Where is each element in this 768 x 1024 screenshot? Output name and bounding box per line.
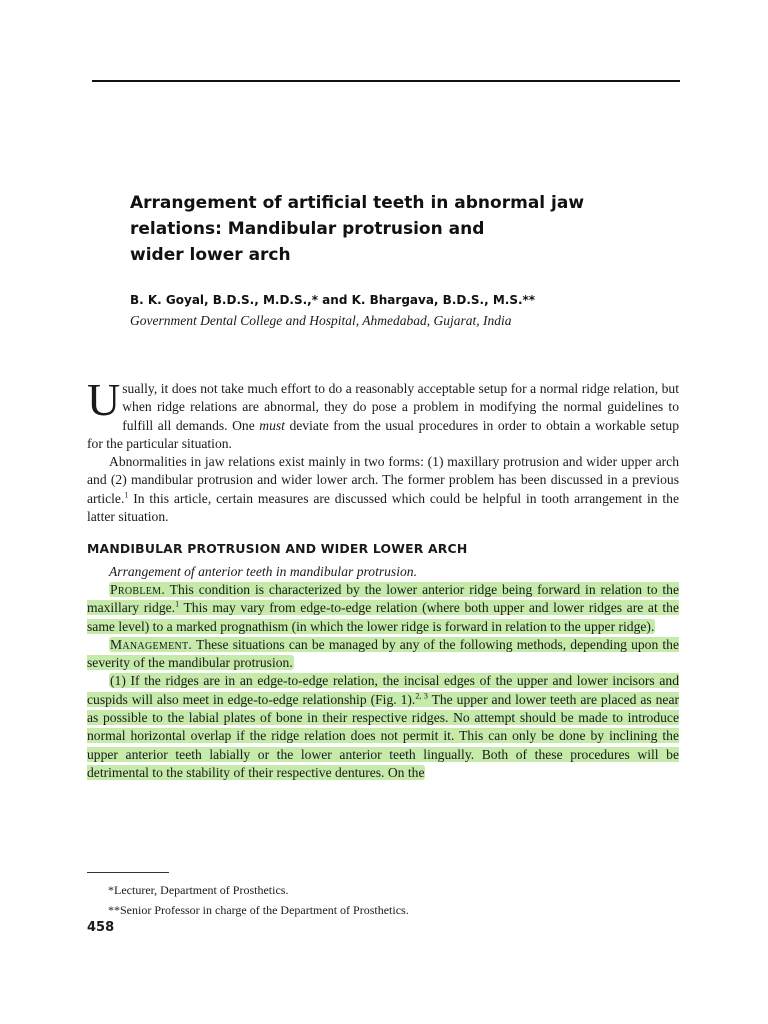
page-number: 458 — [87, 920, 115, 935]
management-label: Management. — [110, 636, 193, 652]
problem-text-a: This condition is characterized by the lower anterior ridge being forward in relation to the maxillary ridge. — [87, 581, 679, 616]
point-1-paragraph — [87, 672, 679, 782]
article-title — [130, 190, 650, 268]
affiliation: Government Dental College and Hospital, Ahmedabad, Gujarat, India — [130, 313, 512, 328]
footnote-2: **Senior Professor in charge of the Department of Prosthetics. — [108, 903, 409, 917]
citation-ref: 1 — [124, 490, 129, 500]
point1-text-b: The upper and lower teeth are placed as near as possible to the labial plates of bone in their respective ridges. No attempt should be made to introduce normal horizontal overlap if the ridge relation does not permit it. This can only be done by inclining the upper anterior teeth labially or the lower anterior teeth lingually. Both of these procedures will be detrimental to the stability of their respective dentures. On the — [87, 691, 680, 780]
section-heading: MANDIBULAR PROTRUSION AND WIDER LOWER ARCH — [87, 541, 468, 557]
drop-cap: U — [87, 374, 121, 425]
intro-p2-text-a: Abnormalities in jaw relations exist mainly in two forms: (1) maxillary protrusion and wider upper arch and (2) mandibular protrusion and wider lower arch. The former problem has been discussed in a previous article. — [87, 454, 679, 506]
problem-paragraph — [87, 581, 679, 636]
title-line-2: relations: Mandibular protrusion and — [130, 219, 485, 239]
top-rule — [92, 80, 680, 82]
problem-text-b: This may vary from edge-to-edge relation (where both upper and lower ridges are at the same level) to a marked prognathism (in which the lower ridge is forward in relation to the upper ridge). — [87, 600, 680, 634]
point1-text-a: (1) If the ridges are in an edge-to-edge relation, the incisal edges of the upper and lower incisors and cuspids will also meet in edge-to-edge relationship (Fig. 1). — [87, 673, 679, 707]
highlighted-text — [87, 637, 679, 670]
highlighted-text — [87, 582, 679, 634]
section-subheading: Arrangement of anterior teeth in mandibular protrusion. — [109, 563, 417, 579]
management-paragraph — [87, 636, 679, 673]
highlighted-text — [87, 673, 679, 779]
title-line-1: Arrangement of artificial teeth in abnormal jaw — [130, 193, 585, 213]
problem-label: Problem. — [110, 581, 166, 597]
intro-p1-text-a: sually, it does not take much effort to do a reasonably acceptable setup for a normal ridge relation, but when ridge relations are abnormal, they do pose a problem in modifying the normal guidelines to fulfill all demands. One — [122, 381, 679, 433]
citation-ref: 2, 3 — [415, 691, 428, 701]
footnotes — [108, 880, 668, 920]
citation-ref: 1 — [175, 599, 180, 609]
intro-p2-text-b: In this article, certain measures are discussed which could be helpful in tooth arrangement in the latter situation. — [87, 490, 679, 525]
author-list: B. K. Goyal, B.D.S., M.D.S.,* and K. Bhargava, B.D.S., M.S.** — [130, 293, 536, 307]
footnote-1: *Lecturer, Department of Prosthetics. — [108, 883, 289, 897]
intro-p1-emphasis: must — [259, 417, 285, 433]
intro-p1-text-b: deviate from the usual procedures in order to obtain a workable setup for the particular situation. — [87, 417, 679, 451]
article-body — [87, 374, 680, 782]
intro-paragraph-2 — [87, 453, 679, 526]
footnote-rule — [87, 872, 169, 873]
intro-paragraph-1 — [87, 374, 679, 453]
title-line-3: wider lower arch — [130, 245, 291, 265]
management-text: These situations can be managed by any of the following methods, depending upon the severity of the mandibular protrusion. — [87, 636, 679, 671]
